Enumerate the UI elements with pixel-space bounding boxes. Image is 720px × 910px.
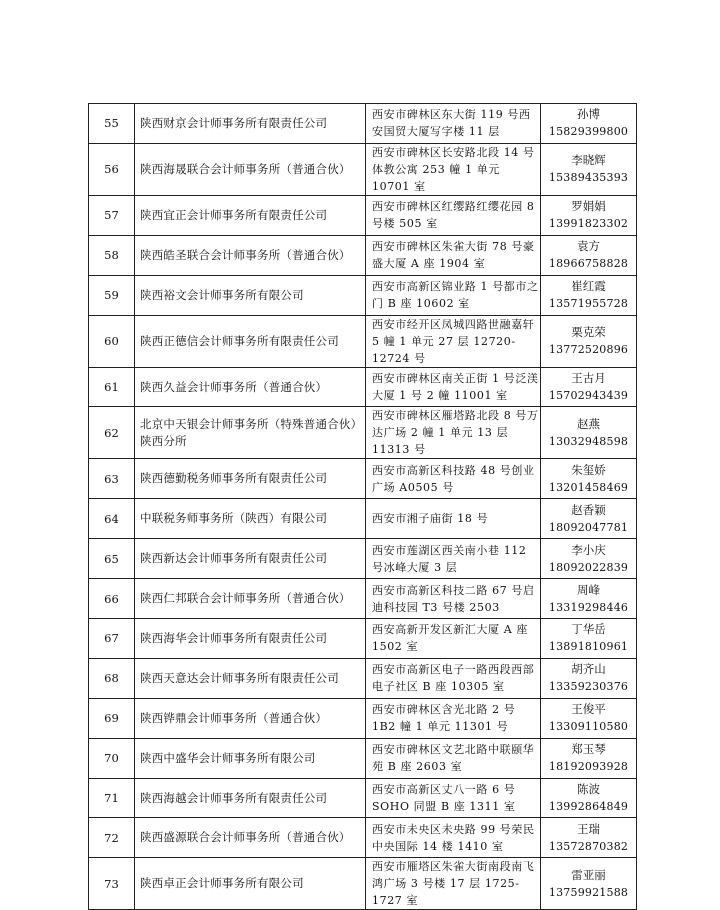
firm-address: 西安市高新区电子一路西段西部电子社区 B 座 10305 室 — [366, 658, 541, 698]
contact-person: 罗娟娟 — [571, 199, 606, 214]
firm-name — [135, 778, 366, 818]
firm-name — [135, 275, 366, 315]
row-number: 73 — [89, 858, 135, 910]
firm-address: 西安高新开发区新汇大厦 A 座 1502 室 — [366, 619, 541, 659]
contact-phone: 13772520896 — [548, 343, 629, 357]
contact-cell — [541, 195, 637, 235]
contact-phone: 13571955728 — [548, 297, 629, 311]
contact-cell — [541, 818, 637, 858]
table-row — [89, 499, 637, 539]
firm-name-text: 陕西仁邦联合会计师事务所（普通合伙） — [140, 591, 351, 606]
contact-phone: 13992864849 — [548, 800, 629, 814]
firm-list-table — [88, 103, 637, 910]
firm-address: 西安市碑林区含光北路 2 号 1B2 幢 1 单元 11301 号 — [366, 698, 541, 738]
firm-address: 西安市碑林区雁塔路北段 8 号万达广场 2 幢 1 单元 13 层 11313 号 — [366, 407, 541, 459]
row-number: 67 — [89, 619, 135, 659]
contact-person: 陈波 — [577, 782, 600, 797]
contact-person: 周峰 — [577, 582, 600, 597]
row-number: 56 — [89, 143, 135, 195]
contact-phone: 13991823302 — [548, 217, 629, 231]
row-number: 57 — [89, 195, 135, 235]
table-row — [89, 315, 637, 367]
firm-address: 西安市高新区科技路 48 号创业广场 A0505 号 — [366, 459, 541, 499]
firm-name-text: 陕西中盛华会计师事务所有限公司 — [140, 750, 316, 765]
contact-person: 胡齐山 — [571, 662, 606, 677]
contact-cell — [541, 235, 637, 275]
row-number: 66 — [89, 579, 135, 619]
firm-name-text: 陕西正德信会计师事务所有限责任公司 — [140, 333, 339, 348]
row-number: 59 — [89, 275, 135, 315]
contact-phone: 13032948598 — [548, 434, 629, 448]
firm-name-text: 陕西海晟联合会计师事务所（普通合伙） — [140, 161, 351, 176]
row-number: 68 — [89, 658, 135, 698]
firm-list-body — [89, 104, 637, 910]
firm-address: 西安市碑林区南关正街 1 号泛渼大厦 1 号 2 幢 11001 室 — [366, 367, 541, 407]
row-number: 65 — [89, 539, 135, 579]
contact-cell — [541, 698, 637, 738]
firm-name-text: 陕西盛源联合会计师事务所（普通合伙） — [140, 830, 351, 845]
firm-address: 西安市湘子庙街 18 号 — [366, 499, 541, 539]
row-number: 62 — [89, 407, 135, 459]
contact-phone: 13359230376 — [548, 680, 629, 694]
table-row — [89, 407, 637, 459]
table-row — [89, 619, 637, 659]
contact-person: 丁华岳 — [571, 622, 606, 637]
firm-name-text: 陕西卓正会计师事务所有限公司 — [140, 876, 304, 891]
contact-phone: 18092022839 — [548, 560, 629, 574]
firm-name — [135, 698, 366, 738]
contact-cell — [541, 315, 637, 367]
firm-name-text: 陕西铧鼎会计师事务所（普通合伙） — [140, 710, 328, 725]
row-number: 55 — [89, 104, 135, 144]
firm-name-text: 陕西天意达会计师事务所有限责任公司 — [140, 670, 339, 685]
row-number: 58 — [89, 235, 135, 275]
firm-name — [135, 579, 366, 619]
contact-person: 王古月 — [571, 371, 606, 385]
contact-phone: 15389435393 — [548, 171, 629, 185]
firm-name-text: 陕西久益会计师事务所（普通合伙） — [140, 379, 328, 394]
table-row — [89, 367, 637, 407]
row-number: 60 — [89, 315, 135, 367]
table-row — [89, 195, 637, 235]
contact-cell — [541, 407, 637, 459]
contact-person: 崔红霞 — [571, 279, 606, 294]
firm-name — [135, 235, 366, 275]
firm-name — [135, 459, 366, 499]
contact-phone: 18192093928 — [548, 760, 629, 774]
firm-name-text: 陕西裕文会计师事务所有限公司 — [140, 287, 304, 302]
contact-person: 李晓辉 — [571, 153, 606, 168]
row-number: 64 — [89, 499, 135, 539]
contact-phone: 13319298446 — [548, 600, 629, 614]
firm-name — [135, 539, 366, 579]
table-row — [89, 143, 637, 195]
table-row — [89, 539, 637, 579]
table-row — [89, 858, 637, 910]
firm-name — [135, 367, 366, 407]
row-number: 61 — [89, 367, 135, 407]
table-row — [89, 738, 637, 778]
contact-phone: 13759921588 — [548, 885, 629, 899]
firm-address: 西安市高新区丈八一路 6 号 SOHO 同盟 B 座 1311 室 — [366, 778, 541, 818]
table-row — [89, 275, 637, 315]
firm-name — [135, 143, 366, 195]
table-row — [89, 818, 637, 858]
firm-address: 西安市未央区未央路 99 号荣民中央国际 14 楼 1410 室 — [366, 818, 541, 858]
contact-cell — [541, 619, 637, 659]
contact-person: 赵燕 — [577, 416, 600, 431]
contact-phone: 13309110580 — [548, 720, 629, 734]
firm-address: 西安市高新区科技二路 67 号启迪科技园 T3 号楼 2503 — [366, 579, 541, 619]
contact-phone: 18966758828 — [548, 257, 629, 271]
table-row — [89, 235, 637, 275]
firm-name-text: 陕西德勤税务师事务所有限责任公司 — [140, 471, 328, 486]
firm-name-text: 北京中天银会计师事务所（特殊普通合伙）陕西分所 — [140, 416, 363, 448]
firm-name-text: 陕西海越会计师事务所有限责任公司 — [140, 790, 328, 805]
contact-person: 王瑞 — [577, 821, 600, 836]
firm-name — [135, 407, 366, 459]
firm-name — [135, 658, 366, 698]
firm-name — [135, 619, 366, 659]
contact-person: 栗克荣 — [571, 325, 606, 340]
firm-name — [135, 818, 366, 858]
contact-cell — [541, 459, 637, 499]
contact-phone: 13891810961 — [548, 640, 629, 654]
contact-cell — [541, 858, 637, 910]
contact-person: 李小庆 — [571, 542, 606, 557]
contact-person: 雷亚丽 — [571, 867, 606, 882]
contact-cell — [541, 143, 637, 195]
table-row — [89, 778, 637, 818]
row-number: 70 — [89, 738, 135, 778]
contact-phone: 15702943439 — [548, 389, 629, 402]
contact-cell — [541, 367, 637, 407]
row-number: 69 — [89, 698, 135, 738]
row-number: 71 — [89, 778, 135, 818]
contact-phone: 13572870382 — [548, 839, 629, 853]
firm-address: 西安市经开区凤城四路世融嘉轩 5 幢 1 单元 27 层 12720-12724 号 — [366, 315, 541, 367]
table-row — [89, 658, 637, 698]
contact-cell — [541, 275, 637, 315]
firm-name-text: 陕西财京会计师事务所有限责任公司 — [140, 115, 328, 130]
contact-cell — [541, 104, 637, 144]
contact-cell — [541, 738, 637, 778]
contact-person: 朱玺娇 — [571, 462, 606, 477]
contact-cell — [541, 499, 637, 539]
firm-name — [135, 858, 366, 910]
contact-cell — [541, 778, 637, 818]
contact-phone: 13201458469 — [548, 480, 629, 494]
firm-name-text: 中联税务师事务所（陕西）有限公司 — [140, 511, 328, 526]
firm-name-text: 陕西海华会计师事务所有限责任公司 — [140, 630, 328, 645]
firm-address: 西安市碑林区长安路北段 14 号体教公寓 253 幢 1 单元 10701 室 — [366, 143, 541, 195]
firm-address: 西安市莲湖区西关南小巷 112 号冰峰大厦 3 层 — [366, 539, 541, 579]
firm-name — [135, 195, 366, 235]
table-row — [89, 698, 637, 738]
table-row — [89, 579, 637, 619]
firm-name-text: 陕西新达会计师事务所有限责任公司 — [140, 551, 328, 566]
contact-phone: 18092047781 — [548, 520, 629, 534]
contact-cell — [541, 658, 637, 698]
firm-name — [135, 738, 366, 778]
contact-person: 王俊平 — [571, 702, 606, 717]
contact-cell — [541, 539, 637, 579]
contact-person: 孙博 — [577, 107, 600, 122]
contact-person: 赵香颖 — [571, 502, 606, 517]
firm-address: 西安市雁塔区朱雀大街南段南飞鸿广场 3 号楼 17 层 1725-1727 室 — [366, 858, 541, 910]
firm-address: 西安市碑林区红缨路红缨花园 8 号楼 505 室 — [366, 195, 541, 235]
firm-address: 西安市碑林区文艺北路中联颐华苑 B 座 2603 室 — [366, 738, 541, 778]
row-number: 72 — [89, 818, 135, 858]
contact-person: 袁方 — [577, 239, 600, 254]
firm-address: 西安市高新区锦业路 1 号都市之门 B 座 10602 室 — [366, 275, 541, 315]
contact-person: 郑玉琴 — [571, 742, 606, 757]
table-row — [89, 104, 637, 144]
firm-name — [135, 315, 366, 367]
firm-name — [135, 104, 366, 144]
firm-name — [135, 499, 366, 539]
firm-name-text: 陕西皓圣联合会计师事务所（普通合伙） — [140, 247, 351, 262]
firm-address: 西安市碑林区朱雀大街 78 号豪盛大厦 A 座 1904 室 — [366, 235, 541, 275]
firm-name-text: 陕西宜正会计师事务所有限责任公司 — [140, 207, 328, 222]
contact-phone: 15829399800 — [548, 125, 629, 139]
table-row — [89, 459, 637, 499]
contact-cell — [541, 579, 637, 619]
firm-address: 西安市碑林区东大街 119 号西安国贸大厦写字楼 11 层 — [366, 104, 541, 144]
row-number: 63 — [89, 459, 135, 499]
